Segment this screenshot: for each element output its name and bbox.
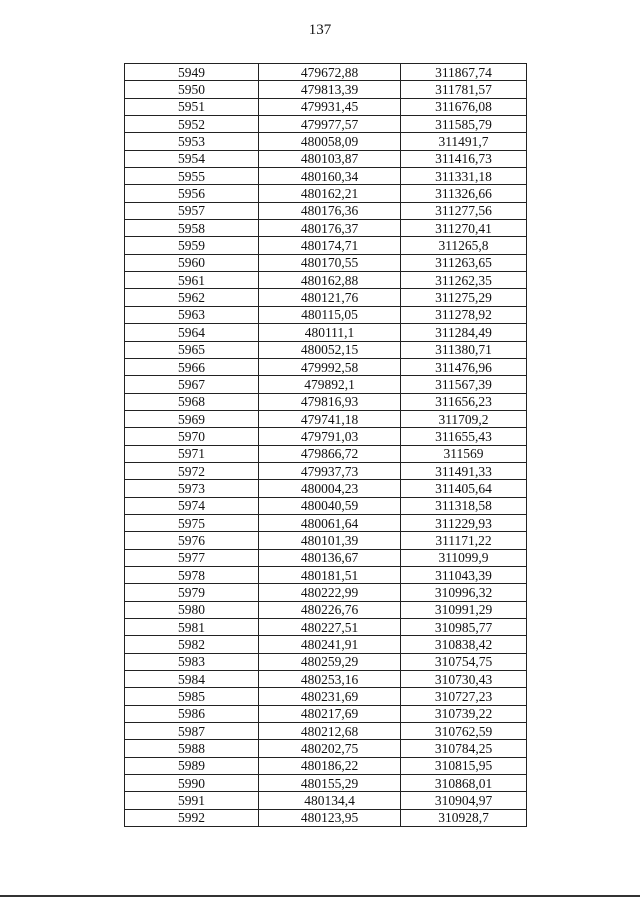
x-coordinate-cell: 480111,1 <box>259 324 401 341</box>
table-row <box>125 601 527 618</box>
x-coordinate-cell: 479892,1 <box>259 376 401 393</box>
point-number-cell: 5984 <box>125 671 259 688</box>
table-row <box>125 358 527 375</box>
point-number-cell: 5974 <box>125 497 259 514</box>
point-number-cell: 5991 <box>125 792 259 809</box>
point-number-cell: 5977 <box>125 549 259 566</box>
table-row <box>125 462 527 479</box>
point-number-cell: 5971 <box>125 445 259 462</box>
point-number-cell: 5959 <box>125 237 259 254</box>
x-coordinate-cell: 480136,67 <box>259 549 401 566</box>
table-row <box>125 272 527 289</box>
x-coordinate-cell: 480101,39 <box>259 532 401 549</box>
y-coordinate-cell: 311585,79 <box>401 116 527 133</box>
y-coordinate-cell: 311270,41 <box>401 220 527 237</box>
x-coordinate-cell: 480040,59 <box>259 497 401 514</box>
table-row <box>125 185 527 202</box>
point-number-cell: 5966 <box>125 358 259 375</box>
point-number-cell: 5987 <box>125 723 259 740</box>
y-coordinate-cell: 311331,18 <box>401 168 527 185</box>
table-row <box>125 619 527 636</box>
point-number-cell: 5982 <box>125 636 259 653</box>
y-coordinate-cell: 310991,29 <box>401 601 527 618</box>
table-row <box>125 254 527 271</box>
table-row <box>125 376 527 393</box>
point-number-cell: 5963 <box>125 306 259 323</box>
table-row <box>125 497 527 514</box>
table-row <box>125 757 527 774</box>
point-number-cell: 5985 <box>125 688 259 705</box>
x-coordinate-cell: 480227,51 <box>259 619 401 636</box>
table-row <box>125 428 527 445</box>
table-row <box>125 584 527 601</box>
y-coordinate-cell: 310904,97 <box>401 792 527 809</box>
point-number-cell: 5952 <box>125 116 259 133</box>
table-row <box>125 150 527 167</box>
y-coordinate-cell: 311099,9 <box>401 549 527 566</box>
y-coordinate-cell: 311318,58 <box>401 497 527 514</box>
y-coordinate-cell: 311284,49 <box>401 324 527 341</box>
point-number-cell: 5975 <box>125 514 259 531</box>
y-coordinate-cell: 310754,75 <box>401 653 527 670</box>
x-coordinate-cell: 480162,21 <box>259 185 401 202</box>
table-row <box>125 410 527 427</box>
table-row <box>125 445 527 462</box>
point-number-cell: 5957 <box>125 202 259 219</box>
point-number-cell: 5988 <box>125 740 259 757</box>
table-row <box>125 289 527 306</box>
x-coordinate-cell: 479816,93 <box>259 393 401 410</box>
point-number-cell: 5965 <box>125 341 259 358</box>
x-coordinate-cell: 480259,29 <box>259 653 401 670</box>
y-coordinate-cell: 311263,65 <box>401 254 527 271</box>
x-coordinate-cell: 479937,73 <box>259 462 401 479</box>
table-row <box>125 688 527 705</box>
x-coordinate-cell: 480061,64 <box>259 514 401 531</box>
x-coordinate-cell: 480170,55 <box>259 254 401 271</box>
coordinates-table <box>124 63 527 827</box>
point-number-cell: 5956 <box>125 185 259 202</box>
x-coordinate-cell: 479672,88 <box>259 64 401 81</box>
y-coordinate-cell: 311043,39 <box>401 566 527 583</box>
x-coordinate-cell: 480241,91 <box>259 636 401 653</box>
table-row <box>125 792 527 809</box>
point-number-cell: 5978 <box>125 566 259 583</box>
point-number-cell: 5980 <box>125 601 259 618</box>
table-row <box>125 532 527 549</box>
x-coordinate-cell: 480162,88 <box>259 272 401 289</box>
table-row <box>125 133 527 150</box>
point-number-cell: 5968 <box>125 393 259 410</box>
page-number: 137 <box>308 22 332 38</box>
table-row <box>125 653 527 670</box>
x-coordinate-cell: 480123,95 <box>259 809 401 826</box>
y-coordinate-cell: 311491,7 <box>401 133 527 150</box>
x-coordinate-cell: 480226,76 <box>259 601 401 618</box>
point-number-cell: 5955 <box>125 168 259 185</box>
table-row <box>125 775 527 792</box>
y-coordinate-cell: 311277,56 <box>401 202 527 219</box>
point-number-cell: 5989 <box>125 757 259 774</box>
y-coordinate-cell: 311275,29 <box>401 289 527 306</box>
point-number-cell: 5970 <box>125 428 259 445</box>
x-coordinate-cell: 480212,68 <box>259 723 401 740</box>
x-coordinate-cell: 479992,58 <box>259 358 401 375</box>
x-coordinate-cell: 480058,09 <box>259 133 401 150</box>
x-coordinate-cell: 480202,75 <box>259 740 401 757</box>
table-row <box>125 723 527 740</box>
table-row <box>125 341 527 358</box>
y-coordinate-cell: 310838,42 <box>401 636 527 653</box>
point-number-cell: 5983 <box>125 653 259 670</box>
y-coordinate-cell: 311416,73 <box>401 150 527 167</box>
point-number-cell: 5958 <box>125 220 259 237</box>
x-coordinate-cell: 480231,69 <box>259 688 401 705</box>
x-coordinate-cell: 479977,57 <box>259 116 401 133</box>
table-row <box>125 566 527 583</box>
point-number-cell: 5976 <box>125 532 259 549</box>
table-row <box>125 809 527 826</box>
table-row <box>125 480 527 497</box>
point-number-cell: 5951 <box>125 98 259 115</box>
point-number-cell: 5972 <box>125 462 259 479</box>
y-coordinate-cell: 310784,25 <box>401 740 527 757</box>
y-coordinate-cell: 310868,01 <box>401 775 527 792</box>
y-coordinate-cell: 310928,7 <box>401 809 527 826</box>
x-coordinate-cell: 480222,99 <box>259 584 401 601</box>
table-row <box>125 514 527 531</box>
y-coordinate-cell: 311278,92 <box>401 306 527 323</box>
y-coordinate-cell: 311781,57 <box>401 81 527 98</box>
table-row <box>125 98 527 115</box>
table-row <box>125 306 527 323</box>
x-coordinate-cell: 480103,87 <box>259 150 401 167</box>
table-row <box>125 116 527 133</box>
table-row <box>125 324 527 341</box>
x-coordinate-cell: 480052,15 <box>259 341 401 358</box>
x-coordinate-cell: 480004,23 <box>259 480 401 497</box>
x-coordinate-cell: 480176,37 <box>259 220 401 237</box>
y-coordinate-cell: 310727,23 <box>401 688 527 705</box>
x-coordinate-cell: 479741,18 <box>259 410 401 427</box>
point-number-cell: 5962 <box>125 289 259 306</box>
x-coordinate-cell: 480186,22 <box>259 757 401 774</box>
table-row <box>125 237 527 254</box>
point-number-cell: 5973 <box>125 480 259 497</box>
x-coordinate-cell: 479931,45 <box>259 98 401 115</box>
y-coordinate-cell: 311656,23 <box>401 393 527 410</box>
table-row <box>125 64 527 81</box>
point-number-cell: 5969 <box>125 410 259 427</box>
x-coordinate-cell: 480174,71 <box>259 237 401 254</box>
table-row <box>125 202 527 219</box>
x-coordinate-cell: 480134,4 <box>259 792 401 809</box>
x-coordinate-cell: 479866,72 <box>259 445 401 462</box>
table-row <box>125 549 527 566</box>
y-coordinate-cell: 311491,33 <box>401 462 527 479</box>
table-row <box>125 671 527 688</box>
y-coordinate-cell: 311171,22 <box>401 532 527 549</box>
table-row <box>125 705 527 722</box>
point-number-cell: 5967 <box>125 376 259 393</box>
x-coordinate-cell: 480121,76 <box>259 289 401 306</box>
x-coordinate-cell: 480115,05 <box>259 306 401 323</box>
point-number-cell: 5979 <box>125 584 259 601</box>
y-coordinate-cell: 310730,43 <box>401 671 527 688</box>
table-row <box>125 740 527 757</box>
point-number-cell: 5990 <box>125 775 259 792</box>
y-coordinate-cell: 310996,32 <box>401 584 527 601</box>
page-bottom-rule <box>0 895 640 897</box>
y-coordinate-cell: 311262,35 <box>401 272 527 289</box>
y-coordinate-cell: 310985,77 <box>401 619 527 636</box>
point-number-cell: 5960 <box>125 254 259 271</box>
x-coordinate-cell: 479813,39 <box>259 81 401 98</box>
x-coordinate-cell: 480181,51 <box>259 566 401 583</box>
y-coordinate-cell: 311709,2 <box>401 410 527 427</box>
y-coordinate-cell: 311380,71 <box>401 341 527 358</box>
point-number-cell: 5981 <box>125 619 259 636</box>
coordinates-table-body <box>125 64 527 827</box>
point-number-cell: 5964 <box>125 324 259 341</box>
x-coordinate-cell: 479791,03 <box>259 428 401 445</box>
y-coordinate-cell: 310815,95 <box>401 757 527 774</box>
y-coordinate-cell: 311326,66 <box>401 185 527 202</box>
table-row <box>125 636 527 653</box>
table-row <box>125 220 527 237</box>
table-row <box>125 393 527 410</box>
point-number-cell: 5953 <box>125 133 259 150</box>
y-coordinate-cell: 311655,43 <box>401 428 527 445</box>
y-coordinate-cell: 310762,59 <box>401 723 527 740</box>
y-coordinate-cell: 310739,22 <box>401 705 527 722</box>
x-coordinate-cell: 480176,36 <box>259 202 401 219</box>
table-row <box>125 168 527 185</box>
x-coordinate-cell: 480217,69 <box>259 705 401 722</box>
x-coordinate-cell: 480253,16 <box>259 671 401 688</box>
point-number-cell: 5950 <box>125 81 259 98</box>
y-coordinate-cell: 311405,64 <box>401 480 527 497</box>
point-number-cell: 5949 <box>125 64 259 81</box>
y-coordinate-cell: 311867,74 <box>401 64 527 81</box>
point-number-cell: 5992 <box>125 809 259 826</box>
y-coordinate-cell: 311569 <box>401 445 527 462</box>
x-coordinate-cell: 480155,29 <box>259 775 401 792</box>
point-number-cell: 5954 <box>125 150 259 167</box>
y-coordinate-cell: 311676,08 <box>401 98 527 115</box>
y-coordinate-cell: 311476,96 <box>401 358 527 375</box>
table-row <box>125 81 527 98</box>
y-coordinate-cell: 311229,93 <box>401 514 527 531</box>
point-number-cell: 5961 <box>125 272 259 289</box>
y-coordinate-cell: 311265,8 <box>401 237 527 254</box>
point-number-cell: 5986 <box>125 705 259 722</box>
x-coordinate-cell: 480160,34 <box>259 168 401 185</box>
y-coordinate-cell: 311567,39 <box>401 376 527 393</box>
